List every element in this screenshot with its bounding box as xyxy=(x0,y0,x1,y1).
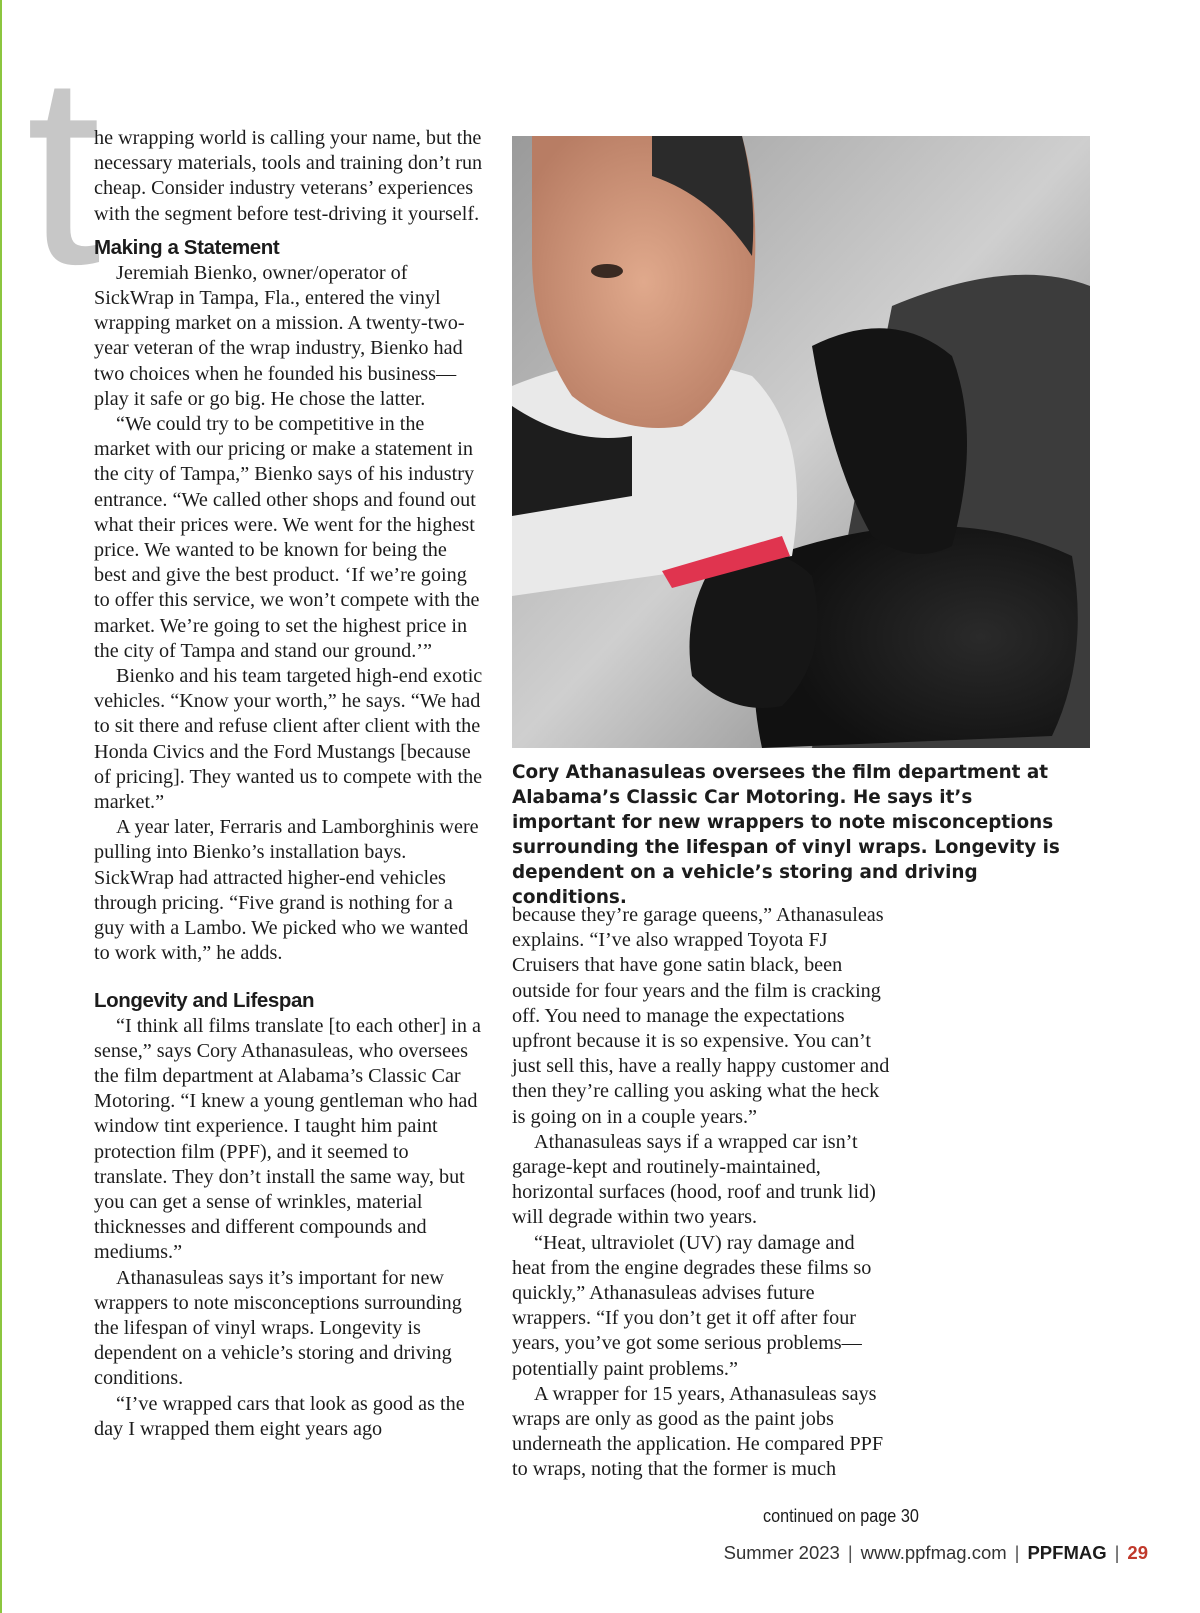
paragraph: “I’ve wrapped cars that look as good as the day I wrapped them eight years ago xyxy=(94,1392,465,1440)
article-photo xyxy=(512,136,1090,748)
page-edge-rule xyxy=(0,0,2,1613)
intro-paragraph: he wrapping world is calling your name, but the necessary materials, tools and training don’t run cheap. Consider industry veterans’ experiences with the segment before test-driving it yourself. xyxy=(94,127,483,225)
footer-separator: | xyxy=(1014,1542,1020,1563)
paragraph: A year later, Ferraris and Lamborghinis were pulling into Bienko’s installation bays. SickWrap had attracted higher-end vehicles through pricing. “Five grand is nothing for a guy with a Lambo. We picked who we wanted to work with,” he adds. xyxy=(94,816,479,965)
paragraph: “Heat, ultraviolet (UV) ray damage and heat from the engine degrades these films so quickly,” Athanasuleas advises future wrappers. “If you don’t get it off after four years, you’ve got some serious problems—potentially paint problems.” xyxy=(512,1231,872,1380)
page-footer xyxy=(724,1542,1148,1564)
paragraph: Bienko and his team targeted high-end exotic vehicles. “Know your worth,” he says. “We had to sit there and refuse client after client with the Honda Civics and the Ford Mustangs [because of pricing]. They wanted us to compete with the market.” xyxy=(94,665,483,814)
paragraph: A wrapper for 15 years, Athanasuleas says wraps are only as good as the paint jobs underneath the application. He compared PPF to wraps, noting that the former is much xyxy=(512,1382,884,1481)
photo-caption: Cory Athanasuleas oversees the film department at Alabama’s Classic Car Motoring. He says it’s important for new wrappers to note misconceptions surrounding the lifespan of vinyl wraps. Longevity is dependent on a vehicle’s storing and driving conditions. xyxy=(512,762,1060,908)
footer-separator: | xyxy=(1114,1542,1120,1563)
paragraph: Athanasuleas says if a wrapped car isn’t garage-kept and routinely-maintained, horizontal surfaces (hood, roof and trunk lid) will degrade within two years. xyxy=(512,1130,876,1229)
paragraph: Jeremiah Bienko, owner/operator of SickWrap in Tampa, Fla., entered the vinyl wrapping market on a mission. A twenty-two-year veteran of the wrap industry, Bienko had two choices when he founded his business—play it safe or go big. He chose the latter. xyxy=(94,261,465,410)
photo-illustration xyxy=(512,136,1090,748)
heading-longevity-and-lifespan: Longevity and Lifespan xyxy=(94,988,315,1012)
article-left-column xyxy=(94,126,484,1442)
drop-cap: t xyxy=(26,20,102,321)
issue-date: Summer 2023 xyxy=(723,1542,840,1563)
paragraph: Athanasuleas says it’s important for new wrappers to note misconceptions surrounding the lifespan of vinyl wraps. Longevity is dependent on a vehicle’s storing and driving conditions. xyxy=(94,1266,462,1390)
paragraph: “We could try to be competitive in the market with our pricing or make a statement in the city of Tampa,” Bienko says of his industry entrance. “We called other shops and found out what their prices were. We went for the highest price. We wanted to be known for being the best and give the best product. ‘If we’re going to offer this service, we won’t compete with the market. We’re going to set the highest price in the city of Tampa and stand our ground.’” xyxy=(94,413,480,662)
continued-on-page-link[interactable]: continued on page 30 xyxy=(763,1506,919,1526)
website-link[interactable]: www.ppfmag.com xyxy=(860,1542,1007,1563)
heading-making-a-statement: Making a Statement xyxy=(94,235,280,259)
paragraph: “I think all films translate [to each other] in a sense,” says Cory Athanasuleas, who oversees the film department at Alabama’s Classic Car Motoring. “I knew a young gentleman who had window tint experience. I taught him paint protection film (PPF), and it seemed to translate. They don’t install the same way, but you can get a sense of wrinkles, material thicknesses and different compounds and mediums.” xyxy=(94,1014,481,1264)
footer-separator: | xyxy=(847,1542,853,1563)
magazine-brand: PPFMAG xyxy=(1027,1542,1107,1563)
paragraph: because they’re garage queens,” Athanasuleas explains. “I’ve also wrapped Toyota FJ Cruisers that have gone satin black, been outside for four years and the film is cracking off. You need to manage the expectations upfront because it is so expensive. You can’t just sell this, have a really happy customer and then they’re calling you asking what the heck is going on in a couple years.” xyxy=(512,904,890,1128)
page-number: 29 xyxy=(1127,1542,1148,1563)
article-right-column xyxy=(512,903,892,1483)
